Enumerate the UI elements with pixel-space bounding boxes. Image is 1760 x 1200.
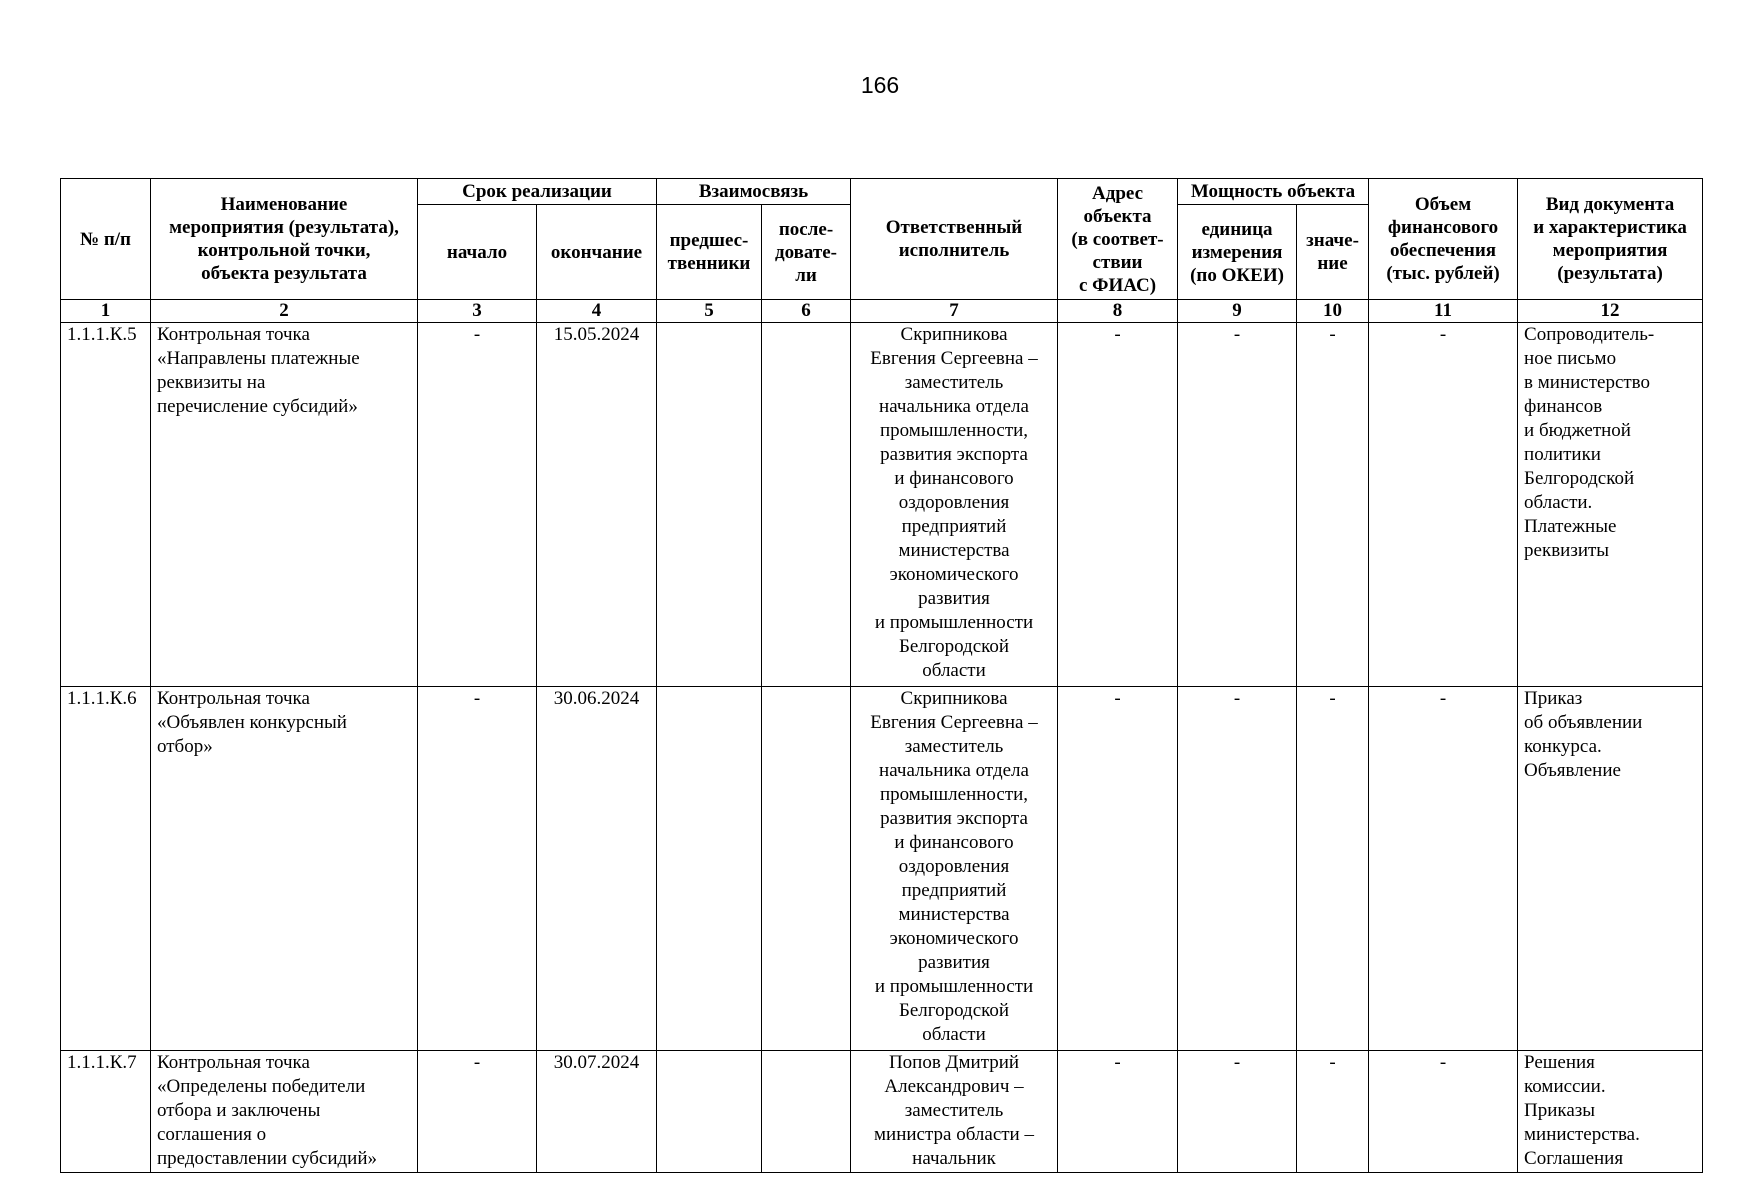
row-predecessors (657, 687, 762, 1051)
column-number: 10 (1297, 300, 1369, 323)
header-term-group: Срок реализации (418, 179, 657, 205)
row-finance: - (1369, 1051, 1518, 1173)
header-successors: после- довате- ли (762, 205, 851, 300)
row-start: - (418, 687, 537, 1051)
header-capacity-group: Мощность объекта (1178, 179, 1369, 205)
header-responsible: Ответственный исполнитель (851, 179, 1058, 300)
row-address: - (1058, 687, 1178, 1051)
row-finance: - (1369, 687, 1518, 1051)
column-number: 3 (418, 300, 537, 323)
header-finance: Объем финансового обеспечения (тыс. рублей) (1369, 179, 1518, 300)
column-number: 2 (151, 300, 418, 323)
row-unit: - (1178, 687, 1297, 1051)
row-code: 1.1.1.К.7 (61, 1051, 151, 1173)
header-address: Адрес объекта (в соответ- ствии с ФИАС) (1058, 179, 1178, 300)
row-end: 15.05.2024 (537, 323, 657, 687)
row-name: Контрольная точка «Определены победители отбора и заключены соглашения о предоставлении субсидий» (151, 1051, 418, 1173)
row-address: - (1058, 323, 1178, 687)
header-unit: единица измерения (по ОКЕИ) (1178, 205, 1297, 300)
row-end: 30.07.2024 (537, 1051, 657, 1173)
row-document: Решения комиссии. Приказы министерства. Соглашения (1518, 1051, 1703, 1173)
header-name: Наименование мероприятия (результата), контрольной точки, объекта результата (151, 179, 418, 300)
row-value: - (1297, 1051, 1369, 1173)
header-start: начало (418, 205, 537, 300)
row-responsible: Скрипникова Евгения Сергеевна – заместитель начальника отдела промышленности, развития экспорта и финансового оздоровления предприятий министерства экономического развития и промышленности Белгородской области (851, 687, 1058, 1051)
column-number: 5 (657, 300, 762, 323)
row-document: Приказ об объявлении конкурса. Объявление (1518, 687, 1703, 1051)
row-predecessors (657, 1051, 762, 1173)
row-finance: - (1369, 323, 1518, 687)
column-number: 12 (1518, 300, 1703, 323)
row-address: - (1058, 1051, 1178, 1173)
table-header (61, 179, 1703, 323)
row-unit: - (1178, 1051, 1297, 1173)
row-code: 1.1.1.К.5 (61, 323, 151, 687)
row-start: - (418, 323, 537, 687)
row-successors (762, 687, 851, 1051)
row-value: - (1297, 687, 1369, 1051)
column-number: 8 (1058, 300, 1178, 323)
column-number: 9 (1178, 300, 1297, 323)
row-successors (762, 323, 851, 687)
header-predecessors: предшес- твенники (657, 205, 762, 300)
row-successors (762, 1051, 851, 1173)
implementation-plan-table (60, 178, 1703, 1173)
row-document: Сопроводитель- ное письмо в министерство финансов и бюджетной политики Белгородской области. Платежные реквизиты (1518, 323, 1703, 687)
header-value: значе- ние (1297, 205, 1369, 300)
row-value: - (1297, 323, 1369, 687)
row-name: Контрольная точка «Объявлен конкурсный отбор» (151, 687, 418, 1051)
table-row (61, 323, 1703, 687)
column-number: 1 (61, 300, 151, 323)
row-unit: - (1178, 323, 1297, 687)
column-number: 4 (537, 300, 657, 323)
header-link-group: Взаимосвязь (657, 179, 851, 205)
row-end: 30.06.2024 (537, 687, 657, 1051)
table-row (61, 1051, 1703, 1173)
row-responsible: Скрипникова Евгения Сергеевна – заместитель начальника отдела промышленности, развития экспорта и финансового оздоровления предприятий министерства экономического развития и промышленности Белгородской области (851, 323, 1058, 687)
row-name: Контрольная точка «Направлены платежные реквизиты на перечисление субсидий» (151, 323, 418, 687)
row-predecessors (657, 323, 762, 687)
header-end: окончание (537, 205, 657, 300)
header-number: № п/п (61, 179, 151, 300)
column-number-row (61, 300, 1703, 323)
row-code: 1.1.1.К.6 (61, 687, 151, 1051)
header-document: Вид документа и характеристика мероприятия (результата) (1518, 179, 1703, 300)
row-start: - (418, 1051, 537, 1173)
column-number: 7 (851, 300, 1058, 323)
row-responsible: Попов Дмитрий Александрович – заместитель министра области – начальник (851, 1051, 1058, 1173)
column-number: 6 (762, 300, 851, 323)
page-number: 166 (860, 72, 900, 98)
table-row (61, 687, 1703, 1051)
column-number: 11 (1369, 300, 1518, 323)
